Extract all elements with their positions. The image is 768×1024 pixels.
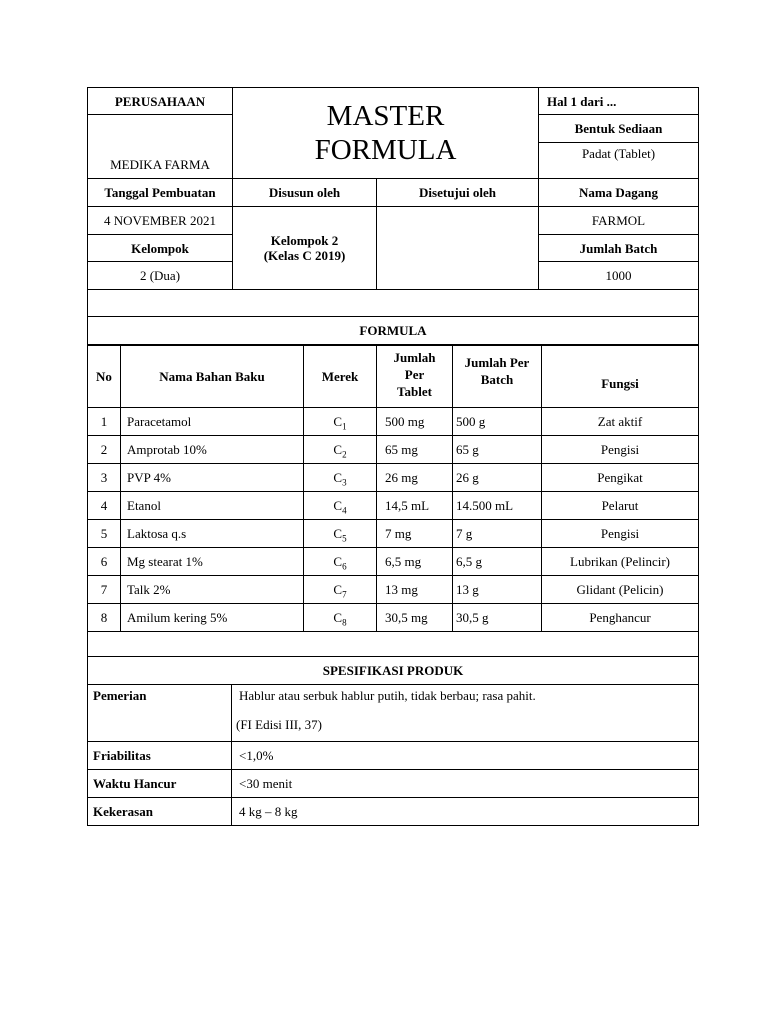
col-material: Nama Bahan Baku xyxy=(121,346,304,408)
col-no: No xyxy=(88,346,121,408)
row-brand-subscript: 2 xyxy=(342,449,347,460)
document-title-line2: FORMULA xyxy=(314,134,457,166)
company-name: MEDIKA FARMA xyxy=(88,115,233,179)
col-per-tablet-line3: Tablet xyxy=(397,384,432,399)
row-material: Amilum kering 5% xyxy=(121,604,304,632)
row-per-tablet: 13 mg xyxy=(377,576,453,604)
table-row xyxy=(88,604,699,632)
row-brand-subscript: 8 xyxy=(342,617,347,628)
made-date-value: 4 NOVEMBER 2021 xyxy=(88,207,233,235)
disintegration-label: Waktu Hancur xyxy=(88,770,232,798)
disintegration-value: <30 menit xyxy=(232,770,699,798)
trade-name-label: Nama Dagang xyxy=(539,179,699,207)
col-per-batch xyxy=(453,346,542,408)
spec-section-title: SPESIFIKASI PRODUK xyxy=(88,657,699,685)
row-brand-letter: C xyxy=(333,414,343,429)
table-row xyxy=(88,548,699,576)
row-material: Amprotab 10% xyxy=(121,436,304,464)
table-row xyxy=(88,464,699,492)
col-per-batch-line1: Jumlah Per xyxy=(464,355,530,370)
friability-value: <1,0% xyxy=(232,742,699,770)
batch-count-value: 1000 xyxy=(539,262,699,290)
col-per-tablet xyxy=(377,346,453,408)
row-per-tablet: 26 mg xyxy=(377,464,453,492)
row-brand xyxy=(304,520,377,548)
blank-row-2 xyxy=(88,632,699,657)
row-no: 2 xyxy=(88,436,121,464)
col-per-tablet-line2: Per xyxy=(404,367,425,382)
row-material: Mg stearat 1% xyxy=(121,548,304,576)
row-brand-subscript: 1 xyxy=(342,421,347,432)
blank-row xyxy=(88,290,699,317)
row-brand-letter: C xyxy=(333,526,343,541)
row-brand-subscript: 3 xyxy=(342,477,347,488)
hardness-value: 4 kg – 8 kg xyxy=(232,798,699,826)
dosage-form-value: Padat (Tablet) xyxy=(539,143,699,179)
appearance-label: Pemerian xyxy=(88,685,232,742)
row-per-tablet: 500 mg xyxy=(377,408,453,436)
row-no: 5 xyxy=(88,520,121,548)
col-function: Fungsi xyxy=(542,346,699,408)
appearance-value-cell xyxy=(232,685,699,742)
row-per-batch: 65 g xyxy=(453,436,542,464)
row-brand xyxy=(304,492,377,520)
col-brand: Merek xyxy=(304,346,377,408)
row-per-batch: 13 g xyxy=(453,576,542,604)
table-row xyxy=(88,408,699,436)
row-per-tablet: 65 mg xyxy=(377,436,453,464)
row-per-batch: 6,5 g xyxy=(453,548,542,576)
row-brand xyxy=(304,548,377,576)
row-brand xyxy=(304,408,377,436)
dosage-form-label: Bentuk Sediaan xyxy=(539,115,699,143)
row-no: 4 xyxy=(88,492,121,520)
group-value: 2 (Dua) xyxy=(88,262,233,290)
row-brand-letter: C xyxy=(333,442,343,457)
row-per-batch: 7 g xyxy=(453,520,542,548)
row-brand-letter: C xyxy=(333,610,343,625)
table-row xyxy=(88,492,699,520)
row-brand-subscript: 7 xyxy=(342,589,347,600)
row-brand-letter: C xyxy=(333,498,343,513)
prepared-by-value xyxy=(233,207,377,290)
batch-count-label: Jumlah Batch xyxy=(539,235,699,262)
appearance-value: Hablur atau serbuk hablur putih, tidak berbau; rasa pahit. xyxy=(239,688,536,703)
row-per-tablet: 6,5 mg xyxy=(377,548,453,576)
company-label: PERUSAHAAN xyxy=(88,88,233,115)
row-per-tablet: 7 mg xyxy=(377,520,453,548)
formula-section-title: FORMULA xyxy=(88,317,699,345)
made-date-label: Tanggal Pembuatan xyxy=(88,179,233,207)
row-per-batch: 26 g xyxy=(453,464,542,492)
trade-name-value: FARMOL xyxy=(539,207,699,235)
page-number-label: Hal 1 dari ... xyxy=(539,88,699,115)
row-material: Talk 2% xyxy=(121,576,304,604)
row-no: 3 xyxy=(88,464,121,492)
friability-label: Friabilitas xyxy=(88,742,232,770)
row-brand-letter: C xyxy=(333,554,343,569)
row-material: Etanol xyxy=(121,492,304,520)
approved-by-label: Disetujui oleh xyxy=(377,179,539,207)
table-row xyxy=(88,576,699,604)
row-function: Glidant (Pelicin) xyxy=(542,576,699,604)
formula-table xyxy=(87,345,699,685)
row-brand-subscript: 6 xyxy=(342,561,347,572)
row-function: Penghancur xyxy=(542,604,699,632)
approved-by-value xyxy=(377,207,539,290)
table-row xyxy=(88,436,699,464)
specification-table xyxy=(87,684,699,826)
row-per-tablet: 14,5 mL xyxy=(377,492,453,520)
row-brand-subscript: 4 xyxy=(342,505,347,516)
prepared-by-label: Disusun oleh xyxy=(233,179,377,207)
row-material: Paracetamol xyxy=(121,408,304,436)
hardness-label: Kekerasan xyxy=(88,798,232,826)
document-title-line1: MASTER xyxy=(326,100,445,132)
appearance-ref: (FI Edisi III, 37) xyxy=(236,717,322,732)
row-brand xyxy=(304,604,377,632)
row-per-batch: 30,5 g xyxy=(453,604,542,632)
prepared-by-line1: Kelompok 2 xyxy=(270,233,339,248)
row-function: Lubrikan (Pelincir) xyxy=(542,548,699,576)
row-brand xyxy=(304,576,377,604)
row-function: Pengikat xyxy=(542,464,699,492)
row-no: 7 xyxy=(88,576,121,604)
row-per-batch: 500 g xyxy=(453,408,542,436)
table-row xyxy=(88,520,699,548)
col-per-batch-line2: Batch xyxy=(480,372,514,387)
row-brand xyxy=(304,436,377,464)
row-material: Laktosa q.s xyxy=(121,520,304,548)
row-per-tablet: 30,5 mg xyxy=(377,604,453,632)
row-no: 1 xyxy=(88,408,121,436)
document-title-cell xyxy=(233,88,539,179)
row-brand-letter: C xyxy=(333,582,343,597)
row-material: PVP 4% xyxy=(121,464,304,492)
row-no: 8 xyxy=(88,604,121,632)
row-brand xyxy=(304,464,377,492)
row-per-batch: 14.500 mL xyxy=(453,492,542,520)
row-function: Pengisi xyxy=(542,436,699,464)
formula-rows xyxy=(88,408,699,632)
row-function: Zat aktif xyxy=(542,408,699,436)
row-function: Pelarut xyxy=(542,492,699,520)
row-function: Pengisi xyxy=(542,520,699,548)
col-per-tablet-line1: Jumlah xyxy=(393,350,436,365)
row-brand-letter: C xyxy=(333,470,343,485)
row-no: 6 xyxy=(88,548,121,576)
prepared-by-line2: (Kelas C 2019) xyxy=(263,248,346,263)
header-table xyxy=(87,87,699,345)
formula-header-row xyxy=(88,346,699,408)
group-label: Kelompok xyxy=(88,235,233,262)
row-brand-subscript: 5 xyxy=(342,533,347,544)
